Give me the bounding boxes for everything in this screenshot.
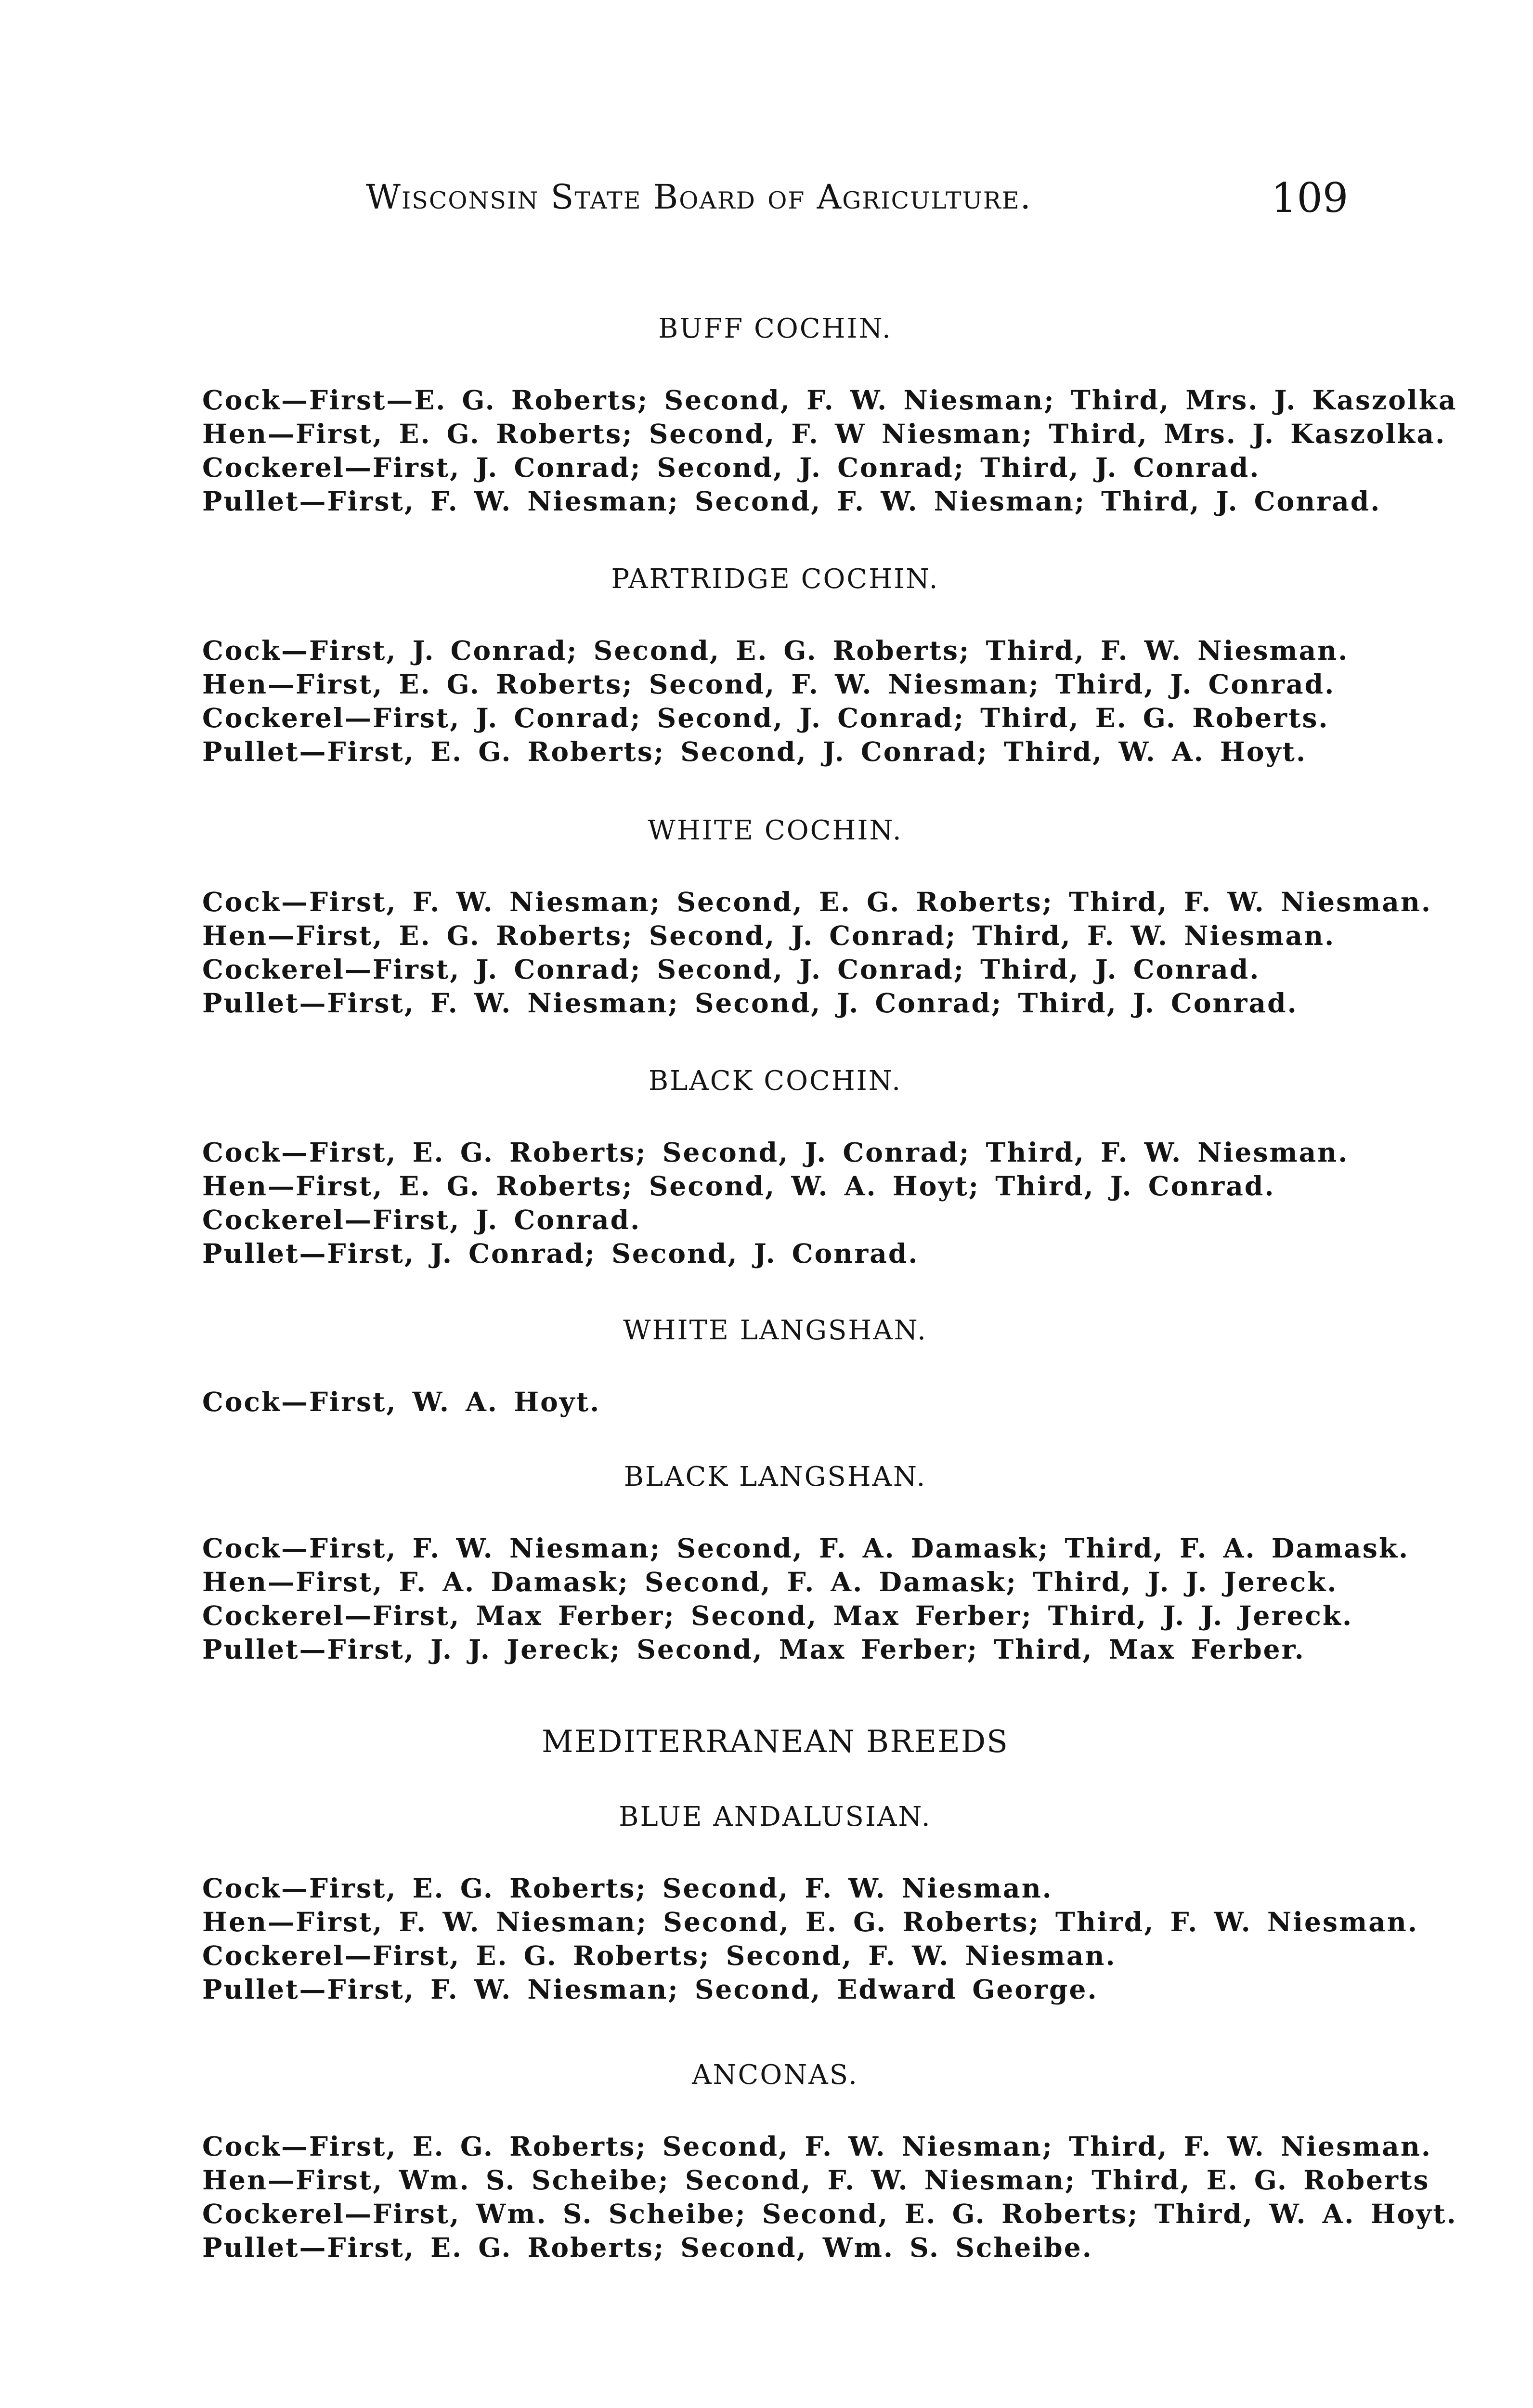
section-title: ANCONAS. — [692, 2059, 858, 2091]
award-entry: Pullet—First, F. W. Niesman; Second, Edward George. — [202, 1974, 1098, 2005]
section-title: BLACK LANGSHAN. — [624, 1461, 927, 1492]
award-entry: Cockerel—First, Wm. S. Scheibe; Second, E. G. Roberts; Third, W. A. Hoyt. — [202, 2198, 1457, 2229]
running-head: Wisconsin State Board of Agriculture. — [366, 177, 1032, 217]
award-entry: Hen—First, E. G. Roberts; Second, J. Conrad; Third, F. W. Niesman. — [202, 920, 1336, 951]
award-entry: Cockerel—First, J. Conrad. — [202, 1204, 641, 1235]
award-entry: Pullet—First, J. Conrad; Second, J. Conrad. — [202, 1238, 919, 1269]
section-partridge-cochin — [202, 563, 1348, 769]
award-entry: Hen—First, F. A. Damask; Second, F. A. Damask; Third, J. J. Jereck. — [202, 1566, 1338, 1597]
award-entry: Cock—First—E. G. Roberts; Second, F. W. Niesman; Third, Mrs. J. Kaszolka — [202, 384, 1457, 416]
award-entry: Cock—First, E. G. Roberts; Second, F. W. Niesman; Third, F. W. Niesman. — [202, 2131, 1432, 2162]
award-entry: Pullet—First, F. W. Niesman; Second, J. Conrad; Third, J. Conrad. — [202, 987, 1298, 1019]
award-entry: Cock—First, W. A. Hoyt. — [202, 1386, 601, 1417]
page-number: 109 — [1271, 174, 1349, 222]
award-entry: Pullet—First, F. W. Niesman; Second, F. W. Niesman; Third, J. Conrad. — [202, 485, 1381, 517]
award-entry: Cockerel—First, J. Conrad; Second, J. Conrad; Third, J. Conrad. — [202, 954, 1260, 985]
award-entry: Hen—First, F. W. Niesman; Second, E. G. Roberts; Third, F. W. Niesman. — [202, 1906, 1418, 1937]
award-entry: Cock—First, J. Conrad; Second, E. G. Roberts; Third, F. W. Niesman. — [202, 635, 1349, 666]
section-title: WHITE LANGSHAN. — [623, 1315, 927, 1346]
section-black-langshan — [202, 1460, 1410, 1666]
award-entry: Cock—First, E. G. Roberts; Second, F. W. Niesman. — [202, 1872, 1053, 1904]
award-entry: Cockerel—First, J. Conrad; Second, J. Conrad; Third, J. Conrad. — [202, 452, 1260, 483]
award-entry: Cockerel—First, E. G. Roberts; Second, F. W. Niesman. — [202, 1940, 1117, 1971]
section-title: BLUE ANDALUSIAN. — [619, 1801, 932, 1832]
group-title: MEDITERRANEAN BREEDS — [542, 1724, 1009, 1760]
award-entry: Cockerel—First, J. Conrad; Second, J. Conrad; Third, E. G. Roberts. — [202, 702, 1329, 733]
award-entry: Pullet—First, E. G. Roberts; Second, J. Conrad; Third, W. A. Hoyt. — [202, 736, 1307, 767]
award-entry: Cock—First, E. G. Roberts; Second, J. Conrad; Third, F. W. Niesman. — [202, 1137, 1349, 1168]
section-blue-andalusian — [202, 1800, 1418, 2006]
award-entry: Pullet—First, E. G. Roberts; Second, Wm. S. Scheibe. — [202, 2232, 1093, 2263]
award-entry: Hen—First, Wm. S. Scheibe; Second, F. W. Niesman; Third, E. G. Roberts — [202, 2164, 1430, 2196]
award-entry: Hen—First, E. G. Roberts; Second, F. W. Niesman; Third, J. Conrad. — [202, 668, 1336, 700]
section-title: WHITE COCHIN. — [648, 815, 903, 846]
award-entry: Pullet—First, J. J. Jereck; Second, Max Ferber; Third, Max Ferber. — [202, 1634, 1305, 1665]
award-entry: Cock—First, F. W. Niesman; Second, E. G. Roberts; Third, F. W. Niesman. — [202, 886, 1432, 917]
section-title: BUFF COCHIN. — [658, 313, 892, 344]
section-title: BLACK COCHIN. — [648, 1065, 902, 1097]
award-entry: Cockerel—First, Max Ferber; Second, Max Ferber; Third, J. J. Jereck. — [202, 1600, 1353, 1631]
award-entry: Hen—First, E. G. Roberts; Second, W. A. Hoyt; Third, J. Conrad. — [202, 1170, 1275, 1202]
section-anconas — [202, 2058, 1457, 2264]
section-black-cochin — [202, 1064, 1348, 1270]
section-white-cochin — [202, 814, 1432, 1020]
award-entry: Cock—First, F. W. Niesman; Second, F. A. Damask; Third, F. A. Damask. — [202, 1532, 1410, 1564]
section-title: PARTRIDGE COCHIN. — [611, 563, 939, 595]
award-entry: Hen—First, E. G. Roberts; Second, F. W Niesman; Third, Mrs. J. Kaszolka. — [202, 418, 1446, 449]
section-white-langshan — [202, 1314, 1348, 1419]
section-buff-cochin — [202, 312, 1457, 518]
